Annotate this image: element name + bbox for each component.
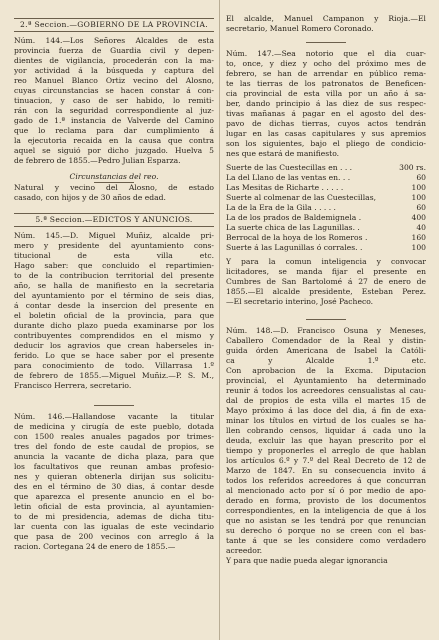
text-line: Y para que nadie pueda alegar ignorancia — [226, 556, 388, 565]
text-line: que lo reclama para dar cumplimiento á — [14, 126, 214, 135]
text-line: deuda, excluir las que hayan prescrito por el — [226, 436, 426, 445]
text-line: pavo de dichas tierras, cuyos actos tendrán — [226, 119, 426, 128]
text-line: con 1500 reales anuales pagados por trimes- — [14, 432, 214, 441]
land-row — [226, 233, 426, 243]
text-line: minar los títulos en virtud de los cuales se ha- — [226, 416, 426, 425]
text-line: á contar desde la insercion del presente en — [14, 301, 214, 310]
notice-147-end — [226, 257, 426, 307]
land-label: La de la Era de la Gila . . . . . — [226, 203, 336, 212]
land-value: 300 rs. — [399, 163, 426, 172]
signature-lines — [226, 14, 426, 34]
land-value: 100 — [411, 193, 426, 202]
text-line: dal de propios de esta villa el martes 15 de — [226, 396, 426, 405]
right-column — [226, 0, 426, 566]
column-rule — [219, 0, 220, 640]
land-label: Suerte al colmenar de las Cuestecillas, — [226, 193, 377, 202]
text-line: 1855.—El alcalde presidente, Esteban Perez. — [226, 287, 426, 296]
land-value: 60 — [416, 203, 426, 212]
text-line: Marzo de 1847. En su consecuencia invito á — [226, 466, 426, 475]
text-line: deducir los agravios que crean haberseles in- — [14, 341, 214, 350]
land-label: La suerte chica de las Lagunillas. . — [226, 223, 360, 232]
section-header-gobierno: 2.ª Seccion.—GOBIERNO DE LA PROVINCIA. — [14, 18, 214, 32]
land-row — [226, 223, 426, 233]
text-line: tiempo y proponerles el arreglo de que hablan — [226, 446, 426, 455]
land-value: 400 — [411, 213, 426, 222]
text-line: Francisco Herrera, secretario. — [14, 381, 132, 390]
text-line: tres del fondo de este caudal de propios, se — [14, 442, 214, 451]
text-line: lar cuenta con las igualas de este vecindario — [14, 522, 214, 531]
circunstancias-title: Circunstancias del reo. — [69, 172, 159, 181]
text-line: dientes de vigilancia, procederán con la ma- — [14, 56, 214, 65]
land-row — [226, 183, 426, 193]
notice-148 — [226, 326, 426, 566]
text-line: el boletin oficial de la provincia, para que — [14, 311, 214, 320]
text-line: los facultativos que reunan ambas profesio- — [14, 462, 214, 471]
text-line: ferido. Lo que se hace saber por el presente — [14, 351, 214, 360]
text-line: al mencionado acto por sí ó por medio de apo- — [226, 486, 426, 495]
text-line: rán con la seguridad correspondiente al juz- — [14, 106, 214, 115]
text-line: su derecho ó porque no se creen con el bas- — [226, 526, 426, 535]
text-line: son los siguientes, bajo el pliego de condicio- — [226, 139, 426, 148]
text-line: Hago saber: que concluido el repartimien- — [14, 261, 214, 270]
text-line: correspondientes, en la inteligencia de que á los — [226, 506, 426, 515]
land-row — [226, 163, 426, 173]
text-line: de febrero de 1855.—Miguel Muñiz.—P. S. M., — [14, 371, 214, 380]
land-row — [226, 193, 426, 203]
text-line: mero y presidente del ayuntamiento cons- — [14, 241, 214, 250]
text-line: anuncia la vacante de dicha plaza, para que — [14, 452, 214, 461]
section-header-edictos: 5.ª Seccion.—EDICTOS Y ANUNCIOS. — [14, 213, 214, 227]
text-line: to, once, y diez y ocho del próximo mes de — [226, 59, 426, 68]
notice-147 — [226, 49, 426, 159]
text-line: que aparezca el presente anuncio en el bo- — [14, 492, 214, 501]
text-line: titucional de esta villa etc. — [14, 251, 214, 260]
text-line: los artículos 6.º y 7.º del Real Decreto de 12 de — [226, 456, 426, 465]
text-line: Mayo próximo á las doce del dia, á fin de exa- — [226, 406, 426, 415]
land-label: Suerte á las Lagunillas ó corrales. . — [226, 243, 363, 252]
land-value: 60 — [416, 173, 426, 182]
text-line: cuyas circunstancias se hacen constar á con- — [14, 86, 214, 95]
land-value: 100 — [411, 183, 426, 192]
text-line: te las tierras de los patronatos de Beneficen- — [226, 79, 426, 88]
text-line: gado de 1.ª instancia de Valverde del Camino — [14, 116, 214, 125]
top-margin — [14, 0, 214, 18]
text-line: de medicina y cirugía de este pueblo, dotada — [14, 422, 214, 431]
land-row — [226, 203, 426, 213]
notice-145 — [14, 231, 214, 391]
notice-146 — [14, 412, 214, 552]
text-line: la ejecutoria recaida en la causa que contra — [14, 136, 214, 145]
text-line: que no asistan se les tendrá por que renuncian — [226, 516, 426, 525]
text-line: Núm. 145.—D. Miguel Muñiz, alcalde pri- — [14, 231, 214, 240]
text-line: año, se halla de manifiesto en la secretaria — [14, 281, 214, 290]
land-row — [226, 173, 426, 183]
land-value: 160 — [411, 233, 426, 242]
text-line: guida órden Americana de Isabel la Católi- — [226, 346, 426, 355]
text-line: provincial, el Ayuntamiento ha determinado — [226, 376, 426, 385]
text-line: ca y Alcalde 1.º etc. — [226, 356, 426, 365]
text-line: yor actividad á la búsqueda y captura del — [14, 66, 214, 75]
text-line: —El secretario interino, José Pacheco. — [226, 297, 374, 306]
text-line: reo Manuel Blanco Ortiz vecino del Alosno, — [14, 76, 214, 85]
land-value: 100 — [411, 243, 426, 252]
text-line: nes que estará de manifiesto. — [226, 149, 340, 158]
text-line: to de mi presidencia, ademas de dicha titu- — [14, 512, 214, 521]
land-label: Berrocal de la hoya de los Romeros . — [226, 233, 368, 242]
land-label: La de los prados de Baldemignela . — [226, 213, 362, 222]
text-line: nes y quieran obtenerla dirijan sus solicitu- — [14, 472, 214, 481]
land-row — [226, 243, 426, 253]
text-line: Cumbres de San Bartolomé á 27 de enero de — [226, 277, 426, 286]
text-line: Caballero Comendador de la Real y distin- — [226, 336, 426, 345]
text-line: aquel se siguió por dicho juzgado. Huelva 5 — [14, 146, 214, 155]
text-line: ber, dando principio á las diez de sus respec- — [226, 99, 426, 108]
text-line: El alcalde, Manuel Campanon y Rioja.—El — [226, 14, 426, 23]
text-line: Con aprobacion de la Excma. Diputacion — [226, 366, 426, 375]
land-table — [226, 163, 426, 253]
text-line: to de la contribucion territorial del presente — [14, 271, 214, 280]
text-line: febrero, se han de arrendar en público rema- — [226, 69, 426, 78]
circunstancias-text — [14, 183, 214, 203]
text-line: Y para la comun inteligencia y convocar — [226, 257, 426, 266]
text-line: del ayuntamiento por el término de seis dias, — [14, 291, 214, 300]
land-label: La del Llano de las ventas en. . . — [226, 173, 351, 182]
text-line: Núm. 144.—Los Señores Alcaldes de esta — [14, 36, 214, 45]
text-line: tante á que se les considere como verdadero — [226, 536, 426, 545]
text-line: derado en forma, provisto de los documentos — [226, 496, 426, 505]
notice-144 — [14, 36, 214, 166]
land-label: Suerte de las Cuestecillas en . . . — [226, 163, 353, 172]
text-line: todos los referidos acreedores á que concurran — [226, 476, 426, 485]
text-line: Natural y vecino del Alosno, de estado — [14, 183, 214, 192]
left-column — [14, 0, 214, 552]
text-line: Núm. 146.—Hallandose vacante la titular — [14, 412, 214, 421]
text-line: des en el término de 30 dias, á contar desde — [14, 482, 214, 491]
text-line: tinuacion, y caso de ser habido, lo remiti- — [14, 96, 214, 105]
text-line: secretario, Manuel Romero Coronado. — [226, 24, 374, 33]
text-line: racion. Cortegana 24 de enero de 1855.— — [14, 542, 176, 551]
text-line: provincia fuerza de Guardia civil y depen- — [14, 46, 214, 55]
text-line: Núm. 147.—Sea notorio que el dia cuar- — [226, 49, 426, 58]
text-line: reunir á todos los acreedores censualistas al cau- — [226, 386, 426, 395]
text-line: letin oficial de esta provincia, al ayuntamien- — [14, 502, 214, 511]
text-line: casado, con hijos y de 30 años de edad. — [14, 193, 166, 202]
text-line: licitadores, se manda fijar el presente en — [226, 267, 426, 276]
text-line: lugar en las casas capitulares y sus apremios — [226, 129, 426, 138]
text-line: tivas mañanas á pagar en el agosto del des- — [226, 109, 426, 118]
text-line: cia provincial de esta villa por un año á sa- — [226, 89, 426, 98]
land-row — [226, 213, 426, 223]
text-line: llen cobrando censos, liquidar á cada uno la — [226, 426, 426, 435]
text-line: para conocimiento de todo. Villarrasa 1.º — [14, 361, 214, 370]
text-line: Núm. 148.—D. Francisco Osuna y Meneses, — [226, 326, 426, 335]
text-line: de febrero de 1855.—Pedro Julian Esparza. — [14, 156, 181, 165]
land-label: Las Mesitas de Richarte . . . . . — [226, 183, 344, 192]
land-value: 40 — [416, 223, 426, 232]
text-line: durante dicho plazo pueda examinarse por los — [14, 321, 214, 330]
text-line: acreedor. — [226, 546, 263, 555]
text-line: que pasa de 200 vecinos con arreglo á la — [14, 532, 214, 541]
text-line: contribuyentes comprendidos en el mismo y — [14, 331, 214, 340]
